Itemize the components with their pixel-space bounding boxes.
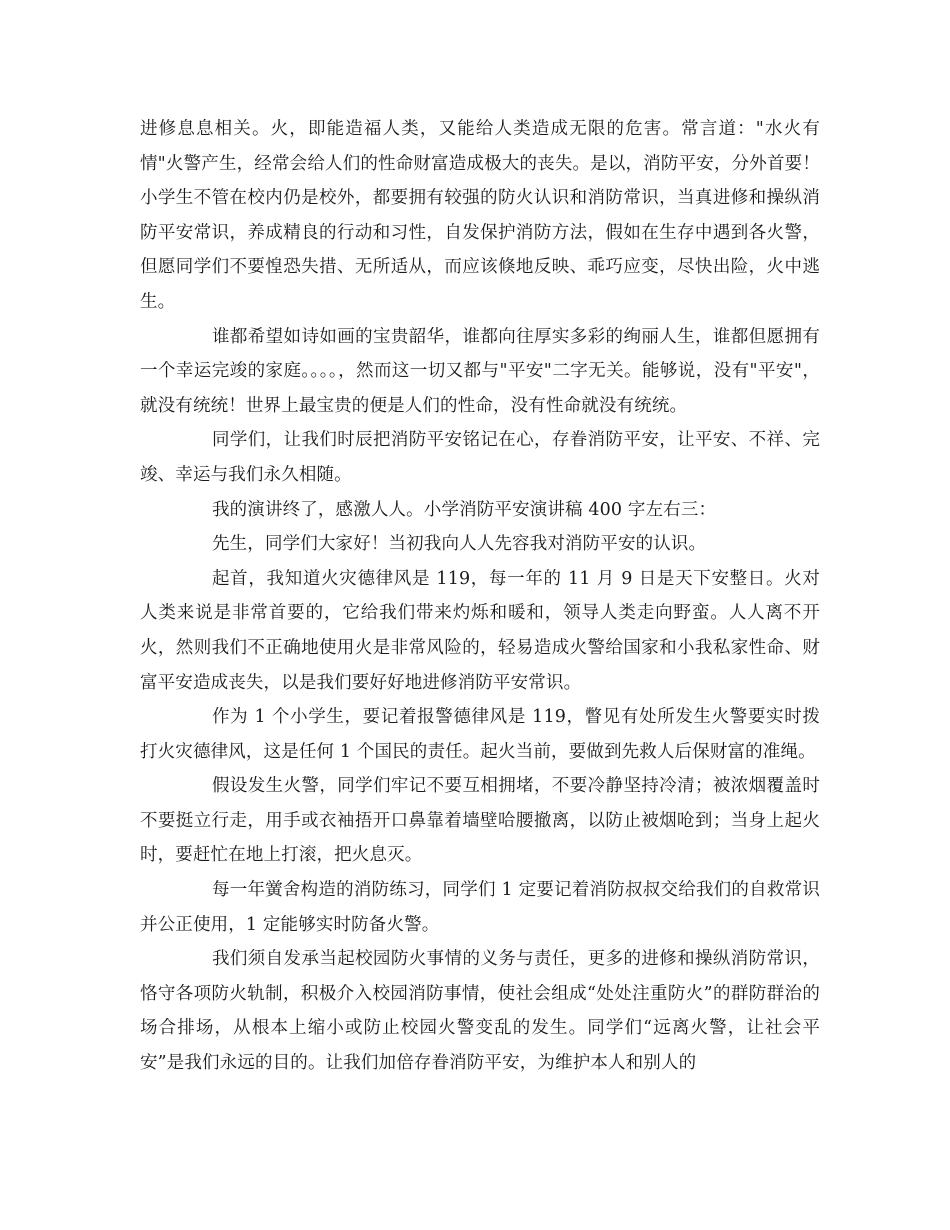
paragraph-5: 先生，同学们大家好！当初我向人人先容我对消防平安的认识。 [212,534,707,555]
document-body [140,112,820,1081]
paragraph-7: 作为 1 个小学生，要记着报警德律风是 119，瞥见有处所发生火警要实时拨打火灾德律风，这是任何 1 个国民的责任。起火当前，要做到先救人后保财富的准绳。 [140,707,820,762]
paragraph-8: 假设发生火警，同学们牢记不要互相拥堵，不要冷静坚持冷清；被浓烟覆盖时不要挺立行走，用手或衣袖捂开口鼻靠着墙壁哈腰撤离，以防止被烟呛到；当身上起火时，要赶忙在地上打滚，把火息灭。 [140,776,820,866]
paragraph-1: 进修息息相关。火，即能造福人类，又能给人类造成无限的危害。常言道："水火有情"火警产生，经常会给人们的性命财富造成极大的丧失。是以，消防平安，分外首要！小学生不管在校内仍是校外，都要拥有较强的防火认识和消防常识，当真进修和操纵消防平安常识，养成精良的行动和习性，自发保护消防方法，假如在生存中遇到各火警，但愿同学们不要惶恐失措、无所适从，而应该倏地反映、乖巧应变，尽快出险，火中逃生。 [140,119,820,312]
paragraph-10: 我们须自发承当起校园防火事情的义务与责任，更多的进修和操纵消防常识，恪守各项防火轨制，积极介入校园消防事情，使社会组成“处处注重防火”的群防群治的场合排场，从根本上缩小或防止校园火警变乱的发生。同学们“远离火警，让社会平安”是我们永远的目的。让我们加倍存眷消防平安，为维护本人和别人的 [140,949,820,1074]
paragraph-4: 我的演讲终了，感激人人。小学消防平安演讲稿 400 字左右三： [212,499,717,520]
paragraph-9: 每一年黉舍构造的消防练习，同学们 1 定要记着消防叔叔交给我们的自救常识并公正使用，1 定能够实时防备火警。 [140,880,820,935]
paragraph-3: 同学们，让我们时辰把消防平安铭记在心，存眷消防平安，让平安、不祥、完竣、幸运与我们永久相随。 [140,430,820,485]
paragraph-2: 谁都希望如诗如画的宝贵韶华，谁都向往厚实多彩的绚丽人生，谁都但愿拥有一个幸运完竣的家庭。。。。，然而这一切又都与"平安"二字无关。能够说，没有"平安"，就没有统统！世界上最宝贵的便是人们的性命，没有性命就没有统统。 [140,326,820,416]
paragraph-6: 起首，我知道火灾德律风是 119，每一年的 11 月 9 日是天下安整日。火对人类来说是非常首要的，它给我们带来灼烁和暖和，领导人类走向野蛮。人人离不开火，然则我们不正确地使用火是非常风险的，轻易造成火警给国家和小我私家性命、财富平安造成丧失，以是我们要好好地进修消防平安常识。 [140,568,820,693]
